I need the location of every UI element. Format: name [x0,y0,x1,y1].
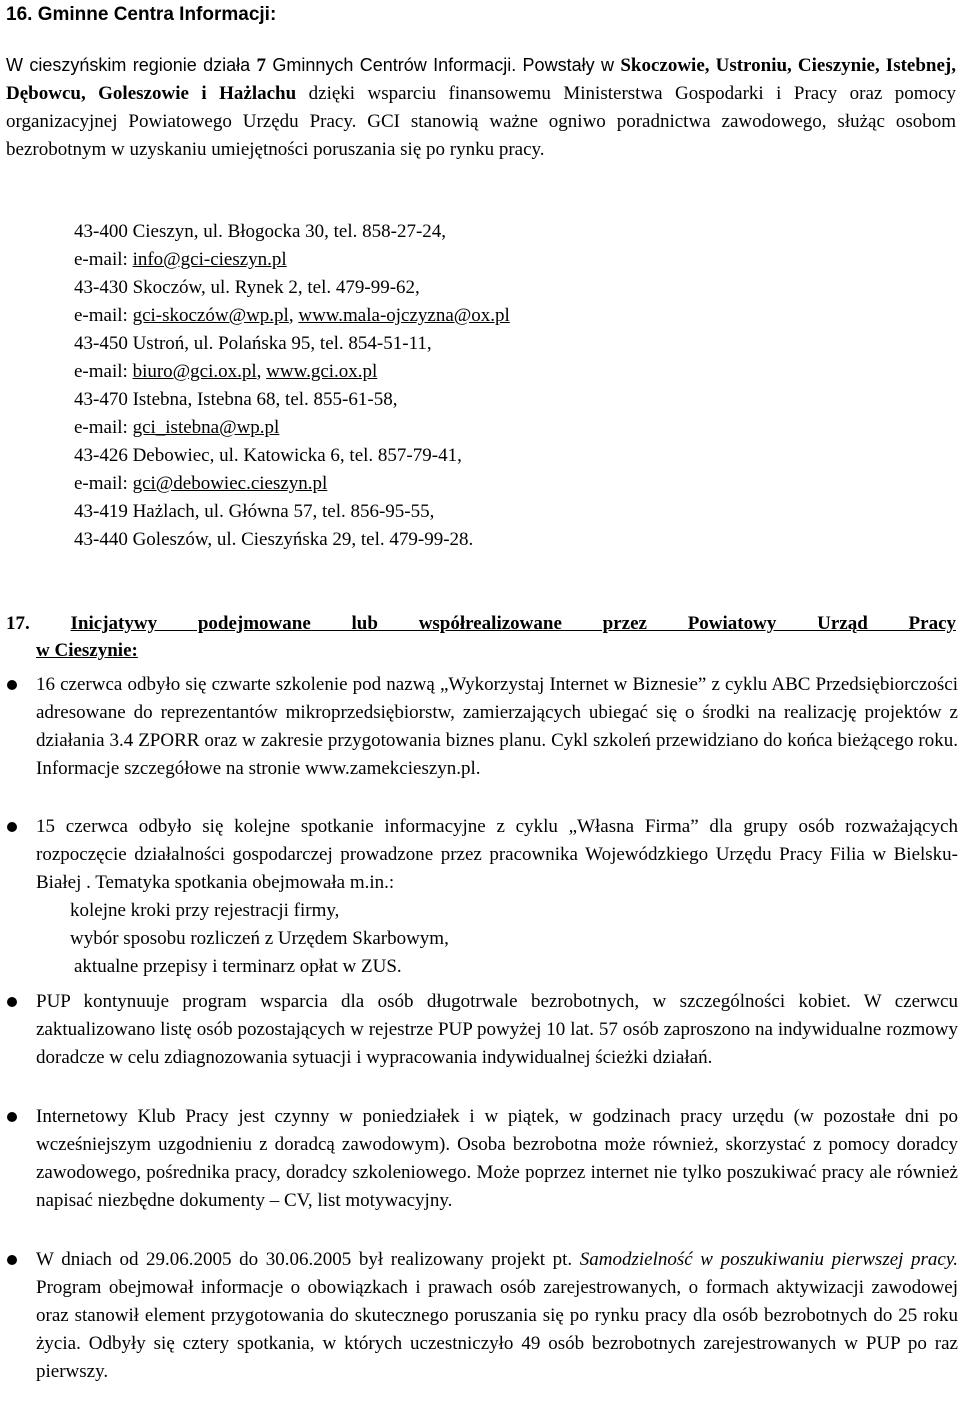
separator: , [256,361,267,382]
list-item [36,1103,958,1215]
bullet-icon [7,1112,17,1122]
contact-address: 43-440 Goleszów, ul. Cieszyńska 29, tel. 479-99-28. [74,529,474,550]
website-link[interactable]: www.gci.ox.pl [266,361,378,382]
contact-email-line [74,358,510,386]
email-link[interactable]: gci-skoczów@wp.pl [132,305,289,326]
bullet-icon [7,997,17,1007]
topics-list [36,897,958,981]
section-16-intro [6,51,956,164]
email-label: e-mail: [74,361,133,382]
email-label: e-mail: [74,305,133,326]
intro-text-3: dzięki wsparciu finansowemu Ministerstwa Gospodarki i Pracy oraz pomocy organizacyjnej Powiatowego Urzędu Pracy. GCI stanowią ważne ogniwo poradnictwa zawodowego, służąc osobom bezrobotnym w uzyskaniu umiejętności poruszania się po rynku pracy. [6,83,956,160]
email-link[interactable]: info@gci-cieszyn.pl [132,249,287,270]
email-label: e-mail: [74,473,133,494]
contact-address: 43-426 Debowiec, ul. Katowicka 6, tel. 857-79-41, [74,445,462,466]
list-item-text [36,1246,958,1386]
section-17-title: Inicjatywy podejmowane lub współrealizowane przez Powiatowy Urząd Pracy [70,613,956,634]
section-17 [6,610,956,664]
project-text-b: Program obejmował informacje o obowiązkach i prawach osób zarejestrowanych, o formach aktywizacji zawodowej oraz stanowił element przygotowania do skutecznego poruszania się po rynku pracy dla osób bezrobotnych do 25 roku życia. Odbyły się cztery spotkania, w których uczestniczyło 49 osób bezrobotnych zarejestrowanych w PUP po raz pierwszy. [36,1277,958,1382]
intro-text-1: W cieszyńskim regionie działa [6,55,257,75]
email-link[interactable]: gci_istebna@wp.pl [132,417,280,438]
email-link[interactable]: biuro@gci.ox.pl [132,361,257,382]
contact-address: 43-400 Cieszyn, ul. Błogocka 30, tel. 858-27-24, [74,221,447,242]
intro-places: Skoczowie, Ustroniu, Cieszynie, Istebnej, Dębowcu, Goleszowie i Hażlachu [6,55,957,104]
separator: , [288,305,299,326]
intro-text-2: Gminnych Centrów Informacji. Powstały w [266,55,621,75]
topic-item: wybór sposobu rozliczeń z Urzędem Skarbowym, [70,928,449,949]
bullet-icon [7,1255,17,1265]
project-title: Samodzielność w poszukiwaniu pierwszej pracy. [579,1249,958,1270]
contact-address: 43-450 Ustroń, ul. Polańska 95, tel. 854-51-11, [74,333,432,354]
contact-address: 43-470 Istebna, Istebna 68, tel. 855-61-58, [74,389,398,410]
contact-email-line [74,414,510,442]
project-text-a: W dniach od 29.06.2005 do 30.06.2005 był realizowany projekt pt. [36,1249,580,1270]
website-link[interactable]: www.mala-ojczyzna@ox.pl [298,305,510,326]
intro-count: 7 [256,55,267,76]
list-item-text: Internetowy Klub Pracy jest czynny w poniedziałek i w piątek, w godzinach pracy urzędu (w pozostałe dni po wcześniejszym uzgodnieniu z doradcą zawodowym). Osoba bezrobotna może również, skorzystać z pomocy doradcy zawodowego, pośrednika pracy, doradcy szkoleniowego. Może poprzez internet nie tylko poszukiwać pracy ale również napisać niezbędne dokumenty – CV, list motywacyjny. [36,1106,958,1211]
contact-address: 43-419 Hażlach, ul. Główna 57, tel. 856-95-55, [74,501,435,522]
section-17-heading-cont [36,637,956,664]
contact-address: 43-430 Skoczów, ul. Rynek 2, tel. 479-99-62, [74,277,420,298]
contact-email-line [74,470,510,498]
section-16-title: 16. Gminne Centra Informacji: [6,4,277,25]
list-item [36,1246,958,1386]
email-link[interactable]: gci@debowiec.cieszyn.pl [132,473,328,494]
section-17-title-cont: w Cieszynie: [36,640,138,661]
section-17-heading [6,610,956,637]
list-item [36,671,958,783]
list-item-text: PUP kontynuuje program wsparcia dla osób długotrwale bezrobotnych, w szczególności kobiet. W czerwcu zaktualizowano listę osób pozostających w rejestrze PUP powyżej 10 lat. 57 osób zaproszono na indywidualne rozmowy doradcze w celu zdiagnozowania sytuacji i wypracowania indywidualnej ścieżki działań. [36,991,958,1068]
list-item-text: 16 czerwca odbyło się czwarte szkolenie pod nazwą „Wykorzystaj Internet w Biznesie” z cyklu ABC Przedsiębiorczości adresowane do reprezentantów mikroprzedsiębiorstw, zamierzających ubiegać się o środki na realizację projektów z działania 3.4 ZPORR oraz w zakresie przygotowania biznes planu. Cykl szkoleń przewidziano do końca bieżącego roku. Informacje szczegółowe na stronie www.zamekcieszyn.pl. [36,674,958,779]
list-item-text: 15 czerwca odbyło się kolejne spotkanie informacyjne z cyklu „Własna Firma” dla grupy osób rozważających rozpoczęcie działalności gospodarczej prowadzone przez pracownika Wojewódzkiego Urzędu Pracy Filia w Bielsku-Białej . Tematyka spotkania obejmowała m.in.: [36,816,958,893]
contact-list [74,218,510,554]
contact-email-line [74,302,510,330]
contact-email-line [74,246,510,274]
section-17-number: 17. [6,613,71,634]
bullet-icon [7,680,17,690]
email-label: e-mail: [74,417,133,438]
bullet-icon [7,822,17,832]
email-label: e-mail: [74,249,133,270]
topic-item: aktualne przepisy i terminarz opłat w ZUS. [74,956,402,977]
list-item [36,813,958,981]
topic-item: kolejne kroki przy rejestracji firmy, [70,900,340,921]
list-item [36,988,958,1072]
